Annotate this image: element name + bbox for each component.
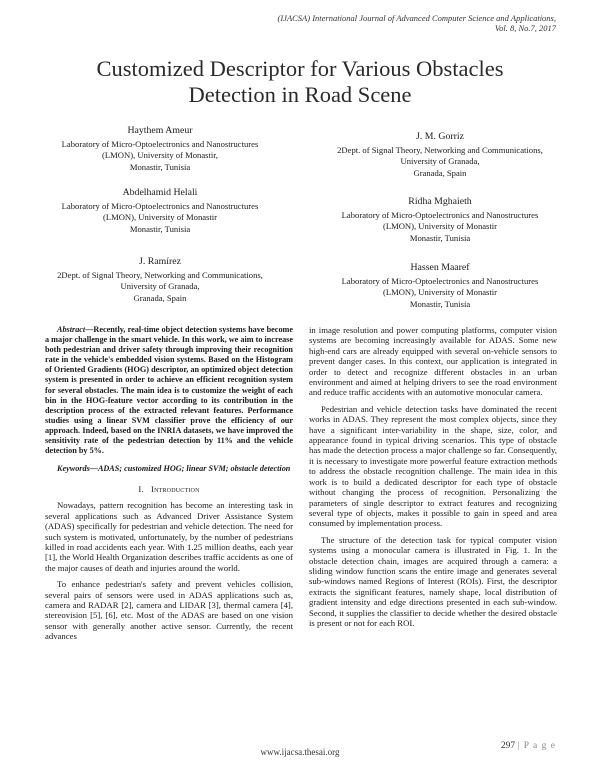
title-line-2: Detection in Road Scene bbox=[188, 82, 412, 107]
journal-header bbox=[278, 13, 556, 33]
author-affiliation: Monastir, Tunisia bbox=[409, 232, 471, 243]
paper-title bbox=[40, 56, 560, 108]
author-block bbox=[310, 262, 570, 310]
keywords-text: —ADAS; customized HOG; linear SVM; obstacle detection bbox=[89, 464, 291, 474]
section-heading bbox=[45, 484, 293, 494]
author-name: Haythem Ameur bbox=[127, 125, 193, 136]
left-column bbox=[45, 325, 293, 648]
author-affiliation: 2Dept. of Signal Theory, Networking and Communications, bbox=[57, 270, 263, 280]
author-affiliation: Granada, Spain bbox=[413, 167, 467, 178]
author-name: J. Ramírez bbox=[139, 256, 181, 267]
author-block bbox=[30, 125, 290, 173]
author-affiliation: Monastir, Tunisia bbox=[129, 161, 191, 172]
page-number: 297 bbox=[500, 741, 516, 751]
author-affiliation: Laboratory of Micro-Optoelectronics and Nanostructures bbox=[61, 201, 259, 211]
author-name: Hassen Maaref bbox=[410, 262, 470, 273]
author-affiliation: (LMON), University of Monastir bbox=[102, 212, 218, 223]
author-affiliation: University of Granada, bbox=[120, 281, 200, 292]
author-affiliation: Granada, Spain bbox=[133, 292, 187, 303]
paragraph: To enhance pedestrian's safety and prevent vehicles collision, several pairs of sensors were used in ADAS applications such as, camera and RADAR [2], camera and LIDAR [3], thermal camera [4], stereovision [5], [6], etc. Most of the ADAS are based on one vision sensor with generally another active sensor. Currently, the recent advances bbox=[45, 579, 293, 642]
author-name: Abdelhamid Helali bbox=[122, 187, 198, 198]
author-affiliation: (LMON), University of Monastir bbox=[382, 221, 498, 232]
author-block bbox=[30, 256, 290, 304]
author-affiliation: University of Granada, bbox=[400, 156, 480, 167]
author-name: Ridha Mghaieth bbox=[408, 196, 472, 207]
keywords bbox=[45, 464, 293, 474]
footer-url[interactable]: www.ijacsa.thesai.org bbox=[260, 747, 340, 757]
author-affiliation: (LMON), University of Monastir bbox=[382, 287, 498, 298]
author-block bbox=[310, 131, 570, 179]
right-body bbox=[309, 325, 557, 628]
abstract bbox=[45, 325, 293, 456]
journal-volume: Vol. 8, No.7, 2017 bbox=[494, 23, 556, 33]
abstract-text: —Recently, real-time object detection systems have become a major challenge in the smart vehicle. In this work, we aim to increase both pedestrian and driver safety through improving their recognition rate in the vehicle's embedded vision systems. Based on the Histogram of Oriented Gradients (HOG) descriptor, an optimized object detection system is presented in order to achieve an efficient recognition system for several obstacles. The main idea is to customize the weight of each bin in the HOG-feature vector according to its contribution in the description process of the extracted relevant features. Performance studies using a linear SVM classifier prove the efficiency of our approach. Indeed, based on the INRIA datasets, we have improved the sensitivity rate of the pedestrian detection by 11% and the vehicle detection by 5%. bbox=[45, 325, 293, 456]
author-affiliation: Laboratory of Micro-Optoelectronics and Nanostructures bbox=[341, 276, 539, 286]
title-line-1: Customized Descriptor for Various Obstacles bbox=[96, 56, 504, 81]
paragraph: Nowadays, pattern recognition has become an interesting task in several applications such as Advanced Driver Assistance System (ADAS) specifically for pedestrian and vehicle detection. The need for such system is motivated, unfortunately, by the number of pedestrians killed in road accidents each year. With 1.25 million deaths, each year [1], the World Health Organization describes traffic accidents as one of the major causes of death and injuries around the world. bbox=[45, 500, 293, 573]
author-affiliation: Laboratory of Micro-Optoelectronics and Nanostructures bbox=[341, 210, 539, 220]
author-affiliation: (LMON), University of Monastir, bbox=[102, 150, 218, 161]
author-affiliation: Laboratory of Micro-Optoelectronics and Nanostructures bbox=[61, 139, 259, 149]
right-column bbox=[309, 325, 557, 634]
author-affiliation: Monastir, Tunisia bbox=[129, 223, 191, 234]
page-number-box bbox=[501, 741, 556, 751]
abstract-label: Abstract bbox=[57, 325, 86, 334]
author-block bbox=[310, 196, 570, 244]
author-affiliation: 2Dept. of Signal Theory, Networking and Communications, bbox=[337, 145, 543, 155]
section-title: Introduction bbox=[150, 484, 200, 495]
left-body bbox=[45, 500, 293, 641]
page-label: | P a g e bbox=[517, 741, 556, 751]
paragraph: in image resolution and power computing platforms, computer vision systems are becoming increasingly available for ADAS. Some new high-end cars are already equipped with several on-vehicle sensors to prevent danger cases. In this context, our application is integrated in order to detect and recognize different obstacles in an urban environment and aimed at helping drivers to see the road environment and reduce traffic accidents with an automotive monocular camera. bbox=[309, 325, 557, 398]
paragraph: The structure of the detection task for typical computer vision systems using a monocular camera is illustrated in Fig. 1. In the obstacle detection chain, images are acquired through a camera: a sliding window function scans the entire image and generates several sub-windows named Regions of Interest (ROIs). First, the descriptor extracts the significant features, namely shape, local distribution of gradient intensity and edge directions presented in each sub-window. Second, it supplies the classifier to decide whether the desired obstacle is present or not for each ROI. bbox=[309, 534, 557, 628]
author-affiliation: Monastir, Tunisia bbox=[409, 298, 471, 309]
keywords-label: Keywords bbox=[57, 464, 90, 474]
author-name: J. M. Gorriz bbox=[416, 131, 464, 142]
author-block bbox=[30, 187, 290, 235]
paragraph: Pedestrian and vehicle detection tasks have dominated the recent works in ADAS. They represent the most complex objects, since they have a significant inter-variability in the shape, size, color, and appearance found in typical driving scenarios. This type of obstacle has made the detection process a major challenge so far. Consequently, it is necessary to investigate more powerful feature extraction methods to address the obstacle recognition challenge. The main idea in this work is to build a dedicated descriptor for each type of obstacle without changing the process of recognition. Personalizing the parameters of single descriptor to extract features and recognizing several type of objects, makes it possible to gain in speed and area consumed by implementation process. bbox=[309, 403, 557, 529]
section-number: I. bbox=[138, 484, 144, 495]
journal-name: (IJACSA) International Journal of Advanced Computer Science and Applications, bbox=[277, 13, 556, 23]
